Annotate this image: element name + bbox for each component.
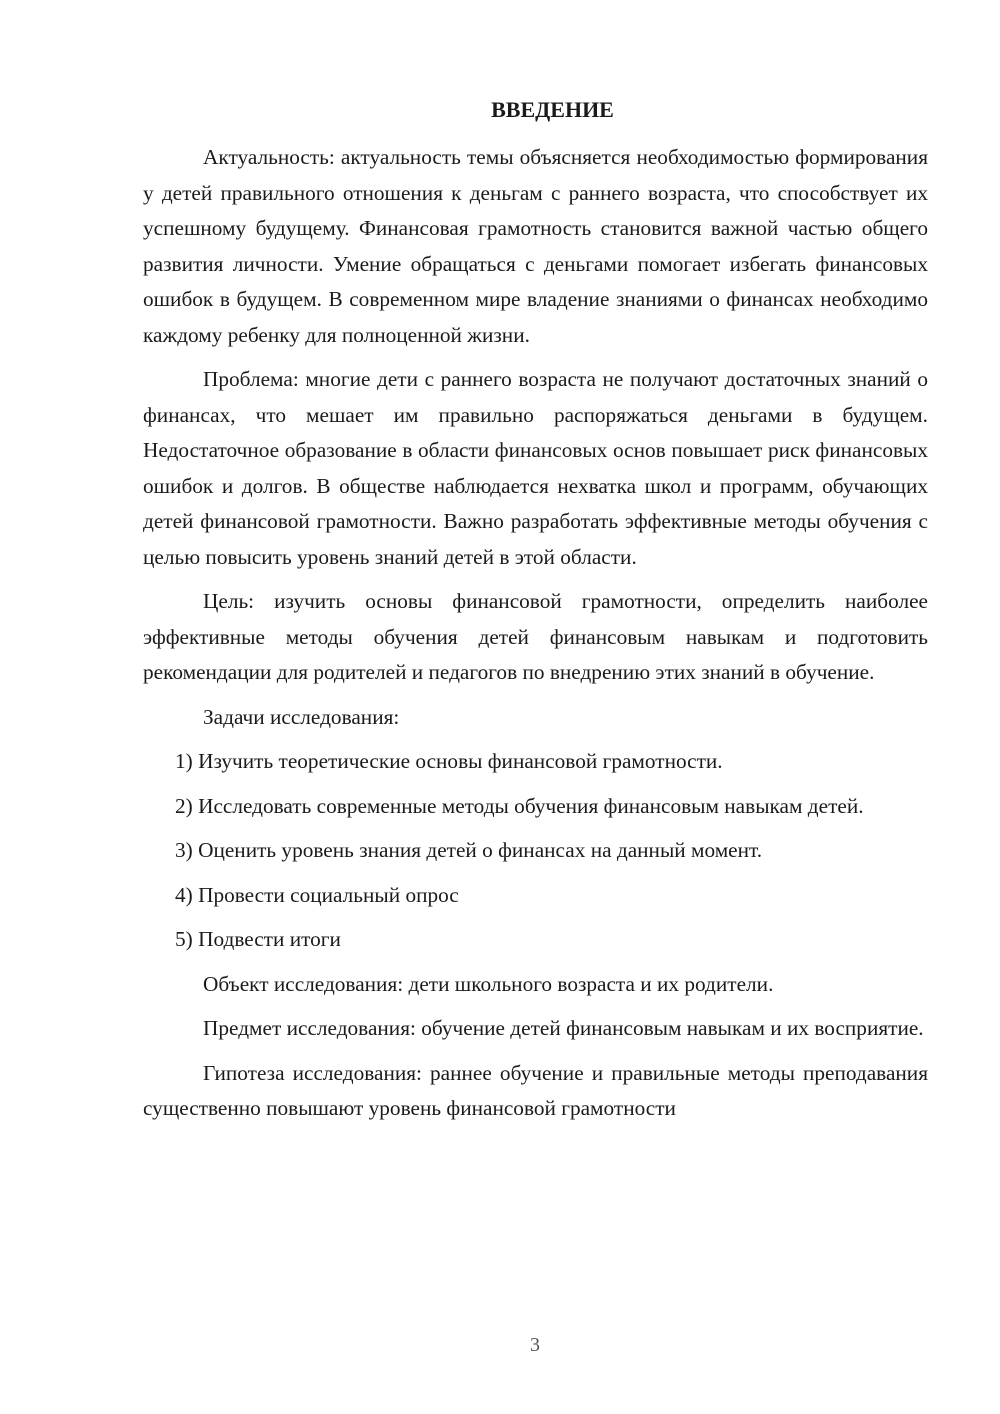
paragraph-problem: Проблема: многие дети с раннего возраста не получают достаточных знаний о финансах, что мешает им правильно распоряжаться деньгами в будущем. Недостаточное образование в области финансовых основ повышает риск финансовых ошибок и долгов. В обществе наблюдается нехватка школ и программ, обучающих детей финансовой грамотности. Важно разработать эффективные методы обучения с целью повысить уровень знаний детей в этой области. xyxy=(143,367,928,569)
paragraph-hypothesis: Гипотеза исследования: раннее обучение и правильные методы преподавания существенно повышают уровень финансовой грамотности xyxy=(143,1060,928,1120)
paragraph-tasks-title: Задачи исследования: xyxy=(203,704,400,729)
paragraph-object: Объект исследования: дети школьного возраста и их родители. xyxy=(203,971,774,996)
page-number: 3 xyxy=(530,1334,540,1356)
paragraph-goal: Цель: изучить основы финансовой грамотности, определить наиболее эффективные методы обучения детей финансовым навыкам и подготовить рекомендации для родителей и педагогов по внедрению этих знаний в обучение. xyxy=(143,589,928,684)
list-item: 3) Оценить уровень знания детей о финансах на данный момент. xyxy=(175,838,763,862)
document-page xyxy=(143,94,928,1136)
tasks-list xyxy=(143,744,928,958)
list-item: 5) Подвести итоги xyxy=(175,927,341,951)
paragraph-relevance: Актуальность: актуальность темы объясняется необходимостью формирования у детей правильного отношения к деньгам с раннего возраста, что способствует их успешному будущему. Финансовая грамотность становится важной частью общего развития личности. Умение обращаться с деньгами помогает избегать финансовых ошибок в будущем. В современном мире владение знаниями о финансах необходимо каждому ребенку для полноценной жизни. xyxy=(143,145,928,347)
paragraph-subject: Предмет исследования: обучение детей финансовым навыкам и их восприятие. xyxy=(203,1016,924,1040)
list-item: 4) Провести социальный опрос xyxy=(175,882,459,907)
section-heading: ВВЕДЕНИЕ xyxy=(491,97,614,122)
list-item: 1) Изучить теоретические основы финансовой грамотности. xyxy=(175,749,723,773)
list-item: 2) Исследовать современные методы обучения финансовым навыкам детей. xyxy=(175,793,864,818)
